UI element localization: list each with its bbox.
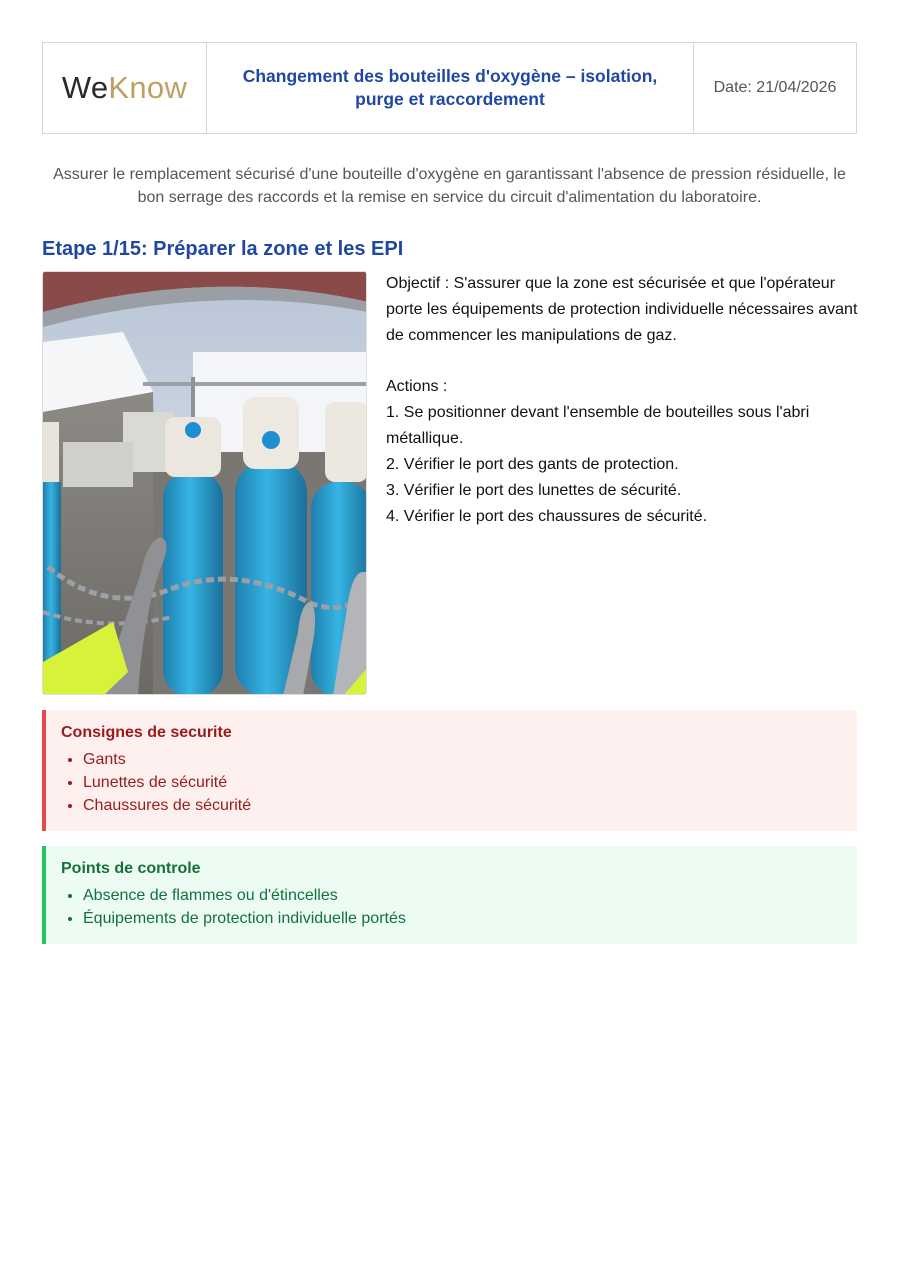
action-item: 2. Vérifier le port des gants de protection. [386, 456, 679, 473]
weknow-logo [62, 70, 187, 106]
control-title: Points de controle [61, 860, 201, 877]
intro-text: Assurer le remplacement sécurisé d'une bouteille d'oxygène en garantissant l'absence de pression résiduelle, le bon serrage des raccords et la remise en service du circuit d'alimentation du laboratoire. [53, 166, 846, 206]
step-objective: Objectif : S'assurer que la zone est sécurisée et que l'opérateur porte les équipements de protection individuelle nécessaires avant de commencer les manipulations de gaz. [386, 275, 858, 344]
logo-we: We [61, 70, 109, 105]
safety-title: Consignes de securite [61, 724, 232, 741]
step-photo [42, 271, 367, 695]
oxygen-cylinders-image [43, 272, 367, 695]
step-title: Etape 1/15: Préparer la zone et les EPI [42, 238, 404, 260]
list-item: • Lunettes de sécurité [83, 771, 841, 794]
action-item: 3. Vérifier le port des lunettes de sécurité. [386, 482, 682, 499]
list-item: • Équipements de protection individuelle portés [83, 907, 841, 930]
document-header [42, 42, 857, 134]
list-item: • Gants [83, 748, 841, 771]
list-item: • Chaussures de sécurité [83, 794, 841, 817]
actions-label: Actions : [386, 378, 448, 395]
logo-know: Know [108, 70, 188, 105]
step-description [386, 271, 858, 530]
document-date: Date: 21/04/2026 [713, 79, 837, 96]
list-item: • Absence de flammes ou d'étincelles [83, 884, 841, 907]
title-cell [207, 43, 694, 133]
control-points-box [42, 846, 857, 944]
safety-list [61, 748, 841, 817]
action-item: 4. Vérifier le port des chaussures de sécurité. [386, 508, 708, 525]
logo-cell [43, 43, 207, 133]
document-title: Changement des bouteilles d'oxygène – isolation, purge et raccordement [242, 66, 658, 109]
control-list [61, 884, 841, 930]
safety-instructions-box [42, 710, 857, 831]
action-item: 1. Se positionner devant l'ensemble de bouteilles sous l'abri métallique. [386, 404, 810, 447]
